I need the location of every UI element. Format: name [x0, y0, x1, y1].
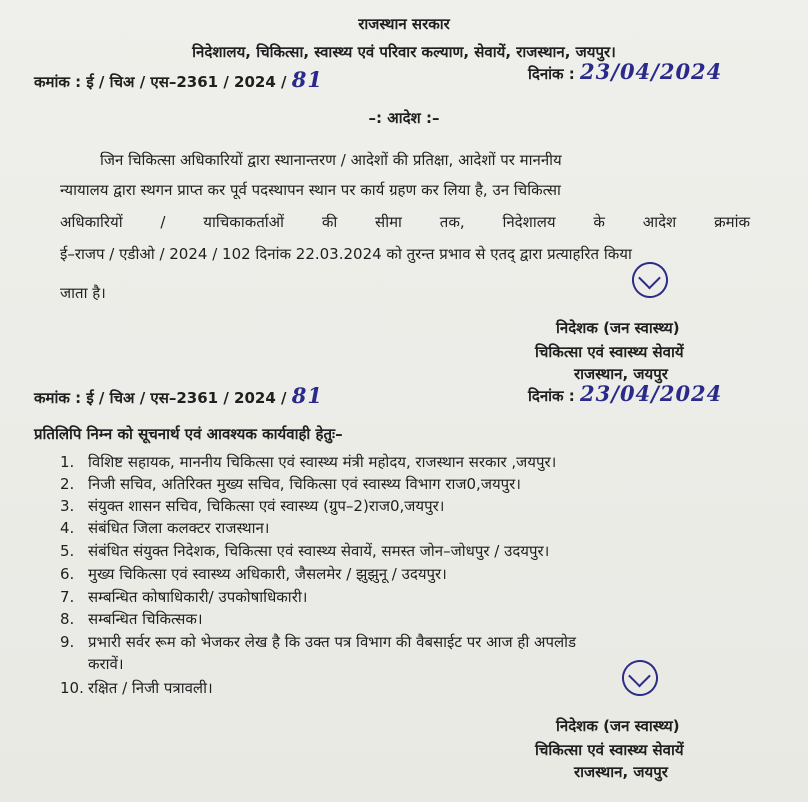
body-line: जिन चिकित्सा अधिकारियों द्वारा स्थानान्तरण / आदेशों की प्रतिक्षा, आदेशों पर माननीय — [100, 151, 562, 169]
signatory-location: राजस्थान, जयपुर — [574, 763, 668, 781]
directorate-heading: निदेशालय, चिकित्सा, स्वास्थ्य एवं परिवार कल्याण, सेवायें, राजस्थान, जयपुर। — [192, 43, 616, 61]
list-item — [60, 564, 447, 584]
list-text: विशिष्ट सहायक, माननीय चिकित्सा एवं स्वास्थ्य मंत्री महोदय, राजस्थान सरकार ,जयपुर। — [88, 453, 557, 471]
list-number: 1. — [60, 453, 75, 471]
list-item — [60, 678, 213, 698]
date-label: दिनांक : — [528, 65, 575, 83]
list-text: संबंधित संयुक्त निदेशक, चिकित्सा एवं स्वास्थ्य सेवायें, समस्त जोन–जोधपुर / उदयपुर। — [88, 542, 550, 560]
list-number: 6. — [60, 565, 75, 583]
list-item — [60, 496, 444, 516]
handwritten-reference-number: 81 — [291, 67, 323, 92]
list-item — [60, 541, 549, 561]
list-text: सम्बन्धित चिकित्सक। — [88, 610, 203, 628]
reference-number-text: कमांक : ई / चिअ / एस–2361 / 2024 / — [34, 389, 287, 407]
copy-heading: प्रतिलिपि निम्न को सूचनार्थ एवं आवश्यक कार्यवाही हेतुः– — [34, 425, 343, 443]
list-number: 7. — [60, 588, 75, 606]
list-number: 2. — [60, 475, 75, 493]
list-text: मुख्य चिकित्सा एवं स्वास्थ्य अधिकारी, जैसलमेर / झुझुनू / उदयपुर। — [88, 565, 447, 583]
list-text: करावें। — [88, 655, 124, 673]
list-text: संयुक्त शासन सचिव, चिकित्सा एवं स्वास्थ्य (ग्रुप–2)राज0,जयपुर। — [88, 497, 445, 515]
handwritten-date: 23/04/2024 — [580, 381, 723, 406]
copy-reference-number — [34, 383, 323, 408]
list-text: संबंधित जिला कलक्टर राजस्थान। — [88, 519, 270, 537]
body-line: ई–राजप / एडीओ / 2024 / 102 दिनांक 22.03.2024 को तुरन्त प्रभाव से एतद् द्वारा प्रत्याहरित किया — [60, 245, 632, 263]
list-number: 10. — [60, 679, 84, 697]
handwritten-reference-number: 81 — [291, 383, 323, 408]
list-text: रक्षित / निजी पत्रावली। — [88, 679, 213, 697]
reference-number — [34, 67, 323, 92]
govt-heading: राजस्थान सरकार — [358, 15, 450, 33]
list-number: 4. — [60, 519, 75, 537]
order-title: –: आदेश :– — [368, 109, 440, 127]
list-text: निजी सचिव, अतिरिक्त मुख्य सचिव, चिकित्सा एवं स्वास्थ्य विभाग राज0,जयपुर। — [88, 475, 521, 493]
reference-date — [528, 59, 723, 84]
signatory-department: चिकित्सा एवं स्वास्थ्य सेवायें — [535, 343, 684, 361]
list-text: सम्बन्धित कोषाधिकारी/ उपकोषाधिकारी। — [88, 588, 308, 606]
list-number: 3. — [60, 497, 75, 515]
signatory-title: निदेशक (जन स्वास्थ्य) — [556, 319, 680, 337]
list-item — [60, 654, 124, 674]
list-item — [60, 474, 521, 494]
list-number: 8. — [60, 610, 75, 628]
reference-number-text: कमांक : ई / चिअ / एस–2361 / 2024 / — [34, 73, 287, 91]
list-number: 5. — [60, 542, 75, 560]
handwritten-date: 23/04/2024 — [580, 59, 723, 84]
date-label: दिनांक : — [528, 387, 575, 405]
body-line: अधिकारियों / याचिकाकर्ताओं की सीमा तक, निदेशालय के आदेश क्रमांक — [60, 213, 750, 231]
list-item — [60, 587, 307, 607]
signatory-title: निदेशक (जन स्वास्थ्य) — [556, 717, 680, 735]
signatory-location: राजस्थान, जयपुर — [574, 365, 668, 383]
list-item — [60, 632, 576, 652]
copy-reference-date — [528, 381, 723, 406]
list-item — [60, 518, 269, 538]
signature-mark — [618, 656, 662, 700]
list-number: 9. — [60, 633, 75, 651]
list-item — [60, 452, 556, 472]
list-text: प्रभारी सर्वर रूम को भेजकर लेख है कि उक्त पत्र विभाग की वैबसाईट पर आज ही अपलोड — [88, 633, 577, 651]
signatory-department: चिकित्सा एवं स्वास्थ्य सेवायें — [535, 741, 684, 759]
body-line: जाता है। — [60, 284, 106, 302]
list-item — [60, 609, 203, 629]
body-line: न्यायालय द्वारा स्थगन प्राप्त कर पूर्व पदस्थापन स्थान पर कार्य ग्रहण कर लिया है, उन चिकित्सा — [60, 181, 561, 199]
